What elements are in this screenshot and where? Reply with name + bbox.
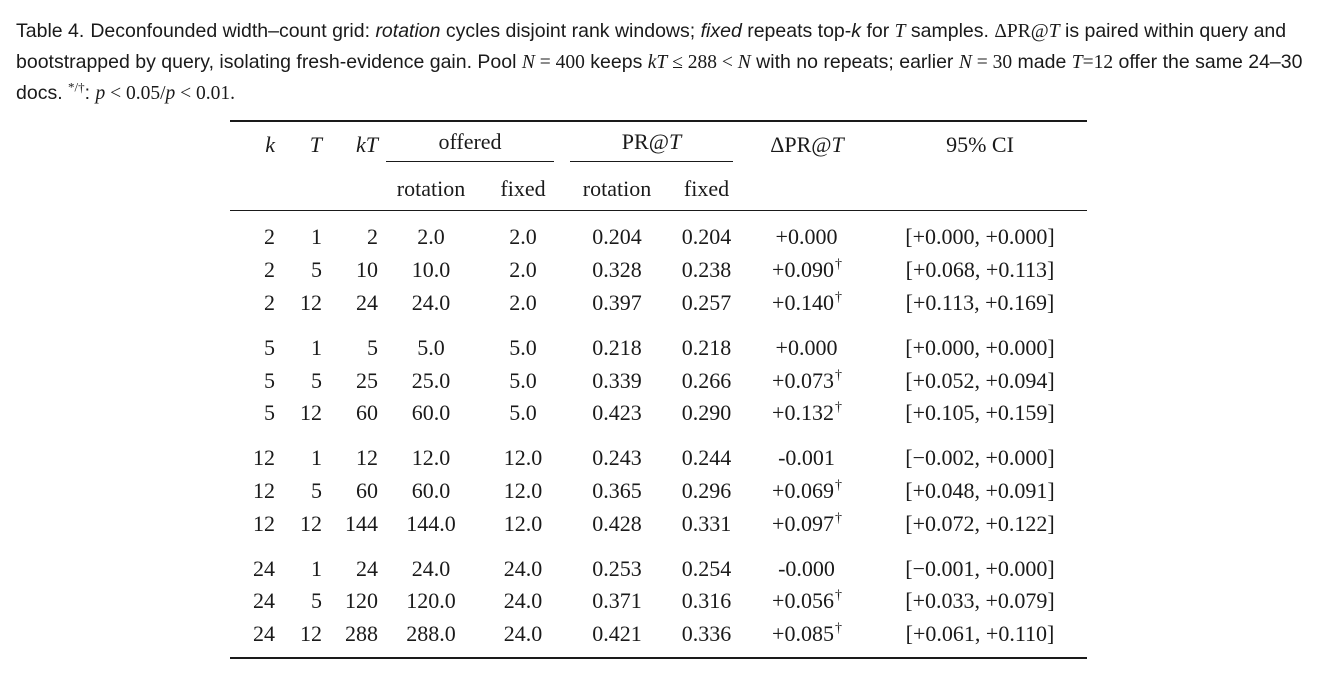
cell-delta: +0.097†	[772, 510, 842, 536]
cell-T: 1	[311, 224, 322, 250]
cell-pr-fixed: 0.204	[681, 224, 732, 250]
cell-kT: 288	[322, 618, 378, 658]
cell-delta: +0.132†	[772, 400, 842, 426]
cell-delta: +0.073†	[772, 367, 842, 393]
cell-pr-fixed: 0.218	[681, 334, 732, 360]
cell-offered-fixed: 24.0	[484, 618, 562, 658]
cell-pr-rotation: 0.328	[592, 257, 642, 283]
cell-kT: 10	[356, 257, 378, 283]
col-header-k: k	[230, 121, 275, 168]
cell-pr-rotation: 0.339	[592, 367, 642, 393]
cell-pr-fixed: 0.257	[681, 289, 732, 315]
table-row	[230, 442, 1087, 475]
significance-dagger: †	[834, 257, 842, 273]
cell-delta: +0.140†	[772, 289, 842, 315]
col-header-T: T	[275, 121, 322, 168]
col-header-kT: kT	[322, 121, 378, 168]
cell-offered-rotation: 24.0	[411, 289, 451, 315]
cell-kT: 60	[356, 477, 378, 503]
cell-k: 5	[264, 367, 275, 393]
cell-T: 5	[311, 257, 322, 283]
cell-k: 24	[253, 588, 275, 614]
cell-delta: +0.056†	[772, 588, 842, 614]
cell-offered-fixed: 24.0	[503, 588, 543, 614]
cell-offered-rotation: 120.0	[406, 588, 456, 614]
cell-pr-rotation: 0.371	[592, 588, 642, 614]
cell-offered-fixed: 12.0	[503, 477, 543, 503]
cell-pr-fixed: 0.296	[681, 477, 732, 503]
cell-T: 12	[300, 400, 322, 426]
cell-offered-fixed: 12.0	[503, 445, 543, 471]
cell-offered-rotation: 10.0	[411, 257, 451, 283]
cell-k: 12	[253, 445, 275, 471]
significance-dagger: †	[834, 289, 842, 305]
col-group-pr: PR@T	[562, 121, 741, 168]
cell-T: 12	[300, 510, 322, 536]
cell-T: 5	[311, 588, 322, 614]
table-body	[230, 211, 1087, 658]
cell-ci: [−0.002, +0.000]	[905, 445, 1055, 471]
cell-offered-rotation: 12.0	[411, 445, 451, 471]
cell-delta: +0.000	[775, 334, 838, 360]
cell-ci: [+0.068, +0.113]	[905, 257, 1055, 283]
table-row	[230, 507, 1087, 540]
cell-offered-fixed: 5.0	[509, 367, 537, 393]
group-spacer	[230, 540, 1087, 552]
cell-ci: [+0.061, +0.110]	[873, 618, 1087, 658]
cell-k: 5	[264, 334, 275, 360]
table-row	[230, 287, 1087, 320]
cell-T: 1	[311, 334, 322, 360]
col-header-ci: 95% CI	[873, 121, 1087, 168]
cell-offered-rotation: 25.0	[411, 367, 451, 393]
cell-kT: 144	[345, 510, 378, 536]
cell-offered-fixed: 24.0	[503, 555, 543, 581]
cell-pr-fixed: 0.290	[681, 400, 732, 426]
cell-delta: -0.000	[778, 555, 835, 581]
col-header-delta: ΔPR@T	[741, 121, 873, 168]
cell-pr-fixed: 0.316	[681, 588, 732, 614]
table-row	[230, 254, 1087, 287]
cell-offered-fixed: 2.0	[509, 224, 537, 250]
cell-T: 1	[311, 555, 322, 581]
header-row-sub	[230, 168, 1087, 211]
cell-ci: [+0.048, +0.091]	[905, 477, 1055, 503]
cell-offered-rotation: 144.0	[406, 510, 456, 536]
cell-ci: [+0.000, +0.000]	[905, 334, 1055, 360]
cell-k: 5	[264, 400, 275, 426]
cell-offered-rotation: 60.0	[411, 400, 451, 426]
significance-dagger: †	[834, 510, 842, 526]
cell-kT: 24	[356, 555, 378, 581]
cell-T: 1	[311, 445, 322, 471]
cell-offered-fixed: 5.0	[509, 400, 537, 426]
cell-ci: [+0.052, +0.094]	[905, 367, 1055, 393]
cell-offered-rotation: 60.0	[411, 477, 451, 503]
cell-delta: +0.090†	[772, 257, 842, 283]
col-header-pr-rotation: rotation	[562, 168, 672, 211]
header-row-top	[230, 121, 1087, 168]
table-label: Table 4.	[16, 20, 85, 42]
cell-delta: +0.085†	[741, 618, 873, 658]
cell-pr-fixed: 0.254	[681, 555, 732, 581]
cell-ci: [+0.113, +0.169]	[905, 289, 1055, 315]
results-table	[230, 120, 1087, 659]
cell-offered-rotation: 288.0	[378, 618, 484, 658]
col-header-pr-fixed: fixed	[672, 168, 741, 211]
cell-offered-rotation: 2.0	[417, 224, 445, 250]
table-row	[230, 211, 1087, 254]
cell-pr-rotation: 0.365	[592, 477, 642, 503]
cell-pr-rotation: 0.423	[592, 400, 642, 426]
col-header-offered-rotation: rotation	[378, 168, 484, 211]
significance-dagger: †	[834, 477, 842, 493]
cell-pr-fixed: 0.244	[681, 445, 732, 471]
group-spacer	[230, 319, 1087, 331]
significance-markers: */†	[68, 79, 85, 95]
cell-pr-fixed: 0.331	[681, 510, 732, 536]
cell-offered-fixed: 2.0	[509, 257, 537, 283]
cell-kT: 25	[356, 367, 378, 393]
cell-offered-fixed: 5.0	[509, 334, 537, 360]
cell-pr-rotation: 0.428	[592, 510, 642, 536]
cell-pr-rotation: 0.218	[592, 334, 642, 360]
cell-offered-rotation: 24.0	[411, 555, 451, 581]
table-caption: Table 4. Deconfounded width–count grid: rotation cycles disjoint rank windows; fixed repeats top-k for T samples. ΔPR@T is paired within query and bootstrapped by query, isolating fresh-evidence gain. Pool N = 400 keeps kT ≤ 288 < N with no repeats; earlier N = 30 made T=12 offer the same 24–30 docs. */†: p < 0.05/p < 0.01.	[16, 20, 1303, 104]
cell-k: 24	[253, 555, 275, 581]
cell-offered-rotation: 5.0	[417, 334, 445, 360]
table-row	[230, 331, 1087, 364]
cell-pr-fixed: 0.336	[672, 618, 741, 658]
significance-dagger: †	[834, 367, 842, 383]
significance-dagger: †	[834, 621, 842, 637]
cell-pr-rotation: 0.421	[562, 618, 672, 658]
cell-pr-rotation: 0.243	[592, 445, 642, 471]
cell-delta: -0.001	[778, 445, 835, 471]
col-header-offered-fixed: fixed	[484, 168, 562, 211]
cell-delta: +0.069†	[772, 477, 842, 503]
cell-kT: 120	[345, 588, 378, 614]
cell-ci: [+0.000, +0.000]	[905, 224, 1055, 250]
cell-kT: 24	[356, 289, 378, 315]
cell-offered-fixed: 2.0	[509, 289, 537, 315]
cell-pr-rotation: 0.397	[592, 289, 642, 315]
cell-delta: +0.000	[775, 224, 838, 250]
table-row	[230, 552, 1087, 585]
group-spacer	[230, 430, 1087, 442]
cell-pr-rotation: 0.253	[592, 555, 642, 581]
cell-T: 5	[311, 367, 322, 393]
cell-k: 12	[253, 477, 275, 503]
col-group-offered: offered	[378, 121, 562, 168]
cell-ci: [+0.105, +0.159]	[905, 400, 1055, 426]
cell-T: 12	[300, 289, 322, 315]
table-row	[230, 364, 1087, 397]
cell-k: 2	[264, 224, 275, 250]
cell-kT: 2	[367, 224, 378, 250]
cell-kT: 12	[356, 445, 378, 471]
cell-ci: [+0.072, +0.122]	[905, 510, 1055, 536]
cell-T: 12	[275, 618, 322, 658]
cell-k: 12	[253, 510, 275, 536]
cell-kT: 60	[356, 400, 378, 426]
cell-k: 2	[264, 289, 275, 315]
cell-T: 5	[311, 477, 322, 503]
table-row	[230, 397, 1087, 430]
significance-dagger: †	[834, 588, 842, 604]
cell-offered-fixed: 12.0	[503, 510, 543, 536]
cell-pr-fixed: 0.266	[681, 367, 732, 393]
cell-pr-rotation: 0.204	[592, 224, 642, 250]
significance-dagger: †	[834, 400, 842, 416]
cell-ci: [+0.033, +0.079]	[905, 588, 1055, 614]
cell-k: 2	[264, 257, 275, 283]
cell-pr-fixed: 0.238	[681, 257, 732, 283]
table-row	[230, 475, 1087, 508]
table-row	[230, 585, 1087, 618]
cell-ci: [−0.001, +0.000]	[905, 555, 1055, 581]
cell-k: 24	[230, 618, 275, 658]
table-row	[230, 618, 1087, 658]
cell-kT: 5	[367, 334, 378, 360]
